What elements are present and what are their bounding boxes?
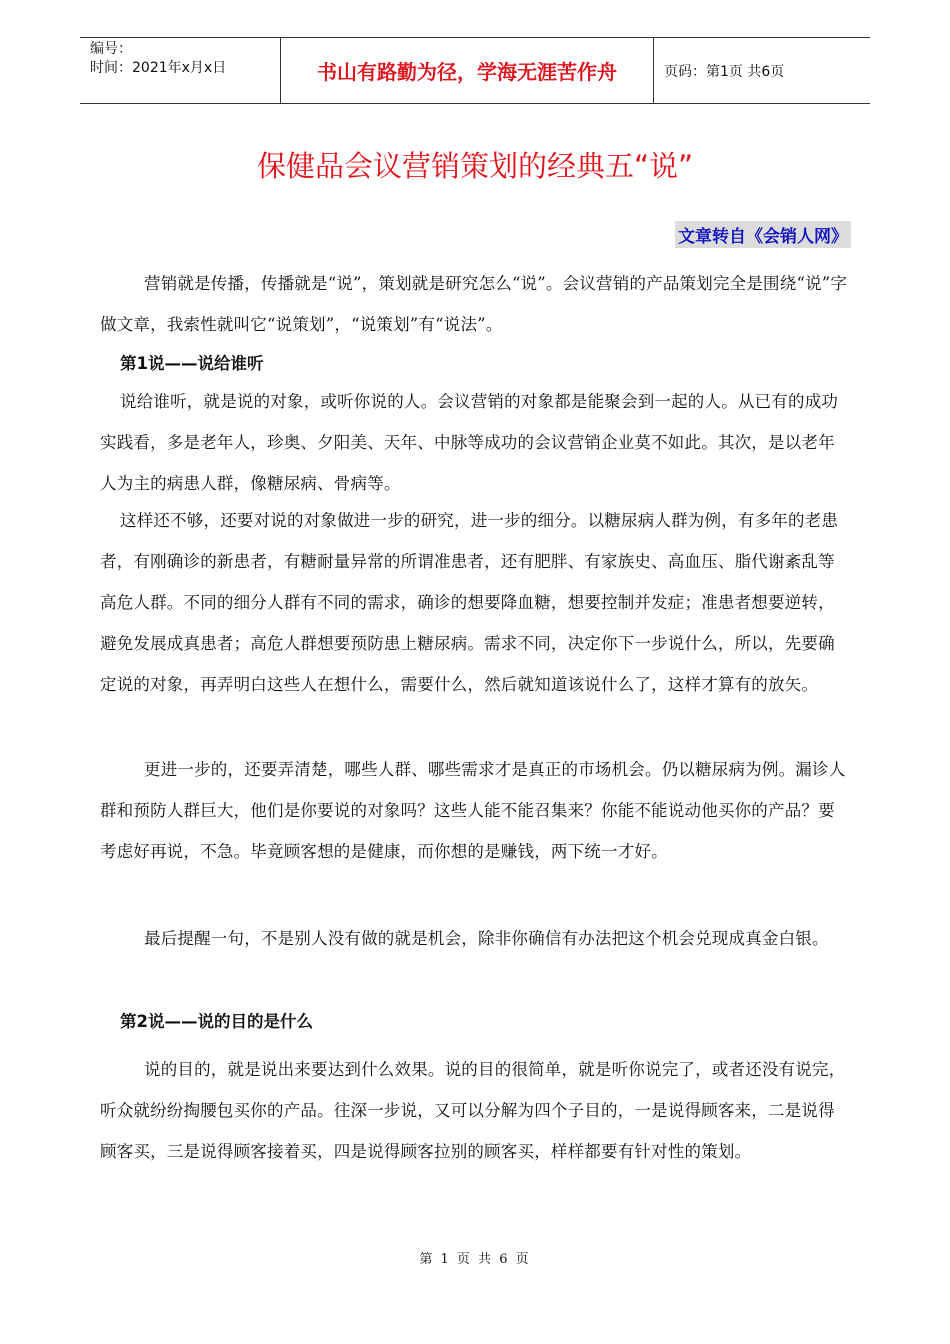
- section-1-paragraph-4: 最后提醒一句，不是别人没有做的就是机会，除非你确信有办法把这个机会兑现成真金白银。: [144, 929, 829, 948]
- source-link[interactable]: 文章转自《会销人网》: [675, 221, 851, 248]
- header-motto: 书山有路勤为径，学海无涯苦作舟: [281, 38, 654, 103]
- number-label: 编号：: [90, 41, 132, 57]
- section-1-paragraph-1: 说给谁听，就是说的对象，或听你说的人。会议营销的对象都是能聚会到一起的人。从已有的成功实践看，多是老年人，珍奥、夕阳美、天年、中脉等成功的会议营销企业莫不如此。其次，是以老年人为主的病患人群，像糖尿病、骨病等。: [100, 392, 839, 493]
- page-footer: 第 1 页 共 6 页: [419, 1252, 531, 1267]
- intro-paragraph: 营销就是传播，传播就是“说”，策划就是研究怎么“说”。会议营销的产品策划完全是围绕“说”字做文章，我索性就叫它“说策划”，“说策划”有“说法”。: [100, 274, 848, 334]
- section-2-paragraph-1: 说的目的，就是说出来要达到什么效果。说的目的很简单，就是听你说完了，或者还没有说完，听众就纷纷掏腰包买你的产品。往深一步说，又可以分解为四个子目的，一是说得顾客来，二是说得顾客买，三是说得顾客接着买，四是说得顾客拉别的顾客买，样样都要有针对性的策划。: [100, 1060, 846, 1161]
- document-title: 保健品会议营销策划的经典五“说”: [256, 149, 694, 183]
- time-label: 时间：2021年x月x日: [90, 60, 227, 76]
- section-1-paragraph-3: 更进一步的，还要弄清楚，哪些人群、哪些需求才是真正的市场机会。仍以糖尿病为例。漏诊人群和预防人群巨大，他们是你要说的对象吗？这些人能不能召集来？你能不能说动他买你的产品？要考虑好再说，不急。毕竟顾客想的是健康，而你想的是赚钱，两下统一才好。: [100, 760, 846, 861]
- section-1-paragraph-2: 这样还不够，还要对说的对象做进一步的研究，进一步的细分。以糖尿病人群为例，有多年的老患者，有刚确诊的新患者，有糖耐量异常的所谓准患者，还有肥胖、有家族史、高血压、脂代谢紊乱等高危人群。不同的细分人群有不同的需求，确诊的想要降血糖，想要控制并发症；准患者想要逆转，避免发展成真患者；高危人群想要预防患上糖尿病。需求不同，决定你下一步说什么，所以，先要确定说的对象，再弄明白这些人在想什么，需要什么，然后就知道该说什么了，这样才算有的放矢。: [100, 511, 839, 694]
- section-2-heading: 第2说——说的目的是什么: [120, 1012, 313, 1031]
- header-page-info: 页码：第1页 共6页: [664, 63, 785, 80]
- document-header: [80, 37, 870, 104]
- header-meta: [80, 38, 281, 103]
- section-1-heading: 第1说——说给谁听: [120, 354, 264, 373]
